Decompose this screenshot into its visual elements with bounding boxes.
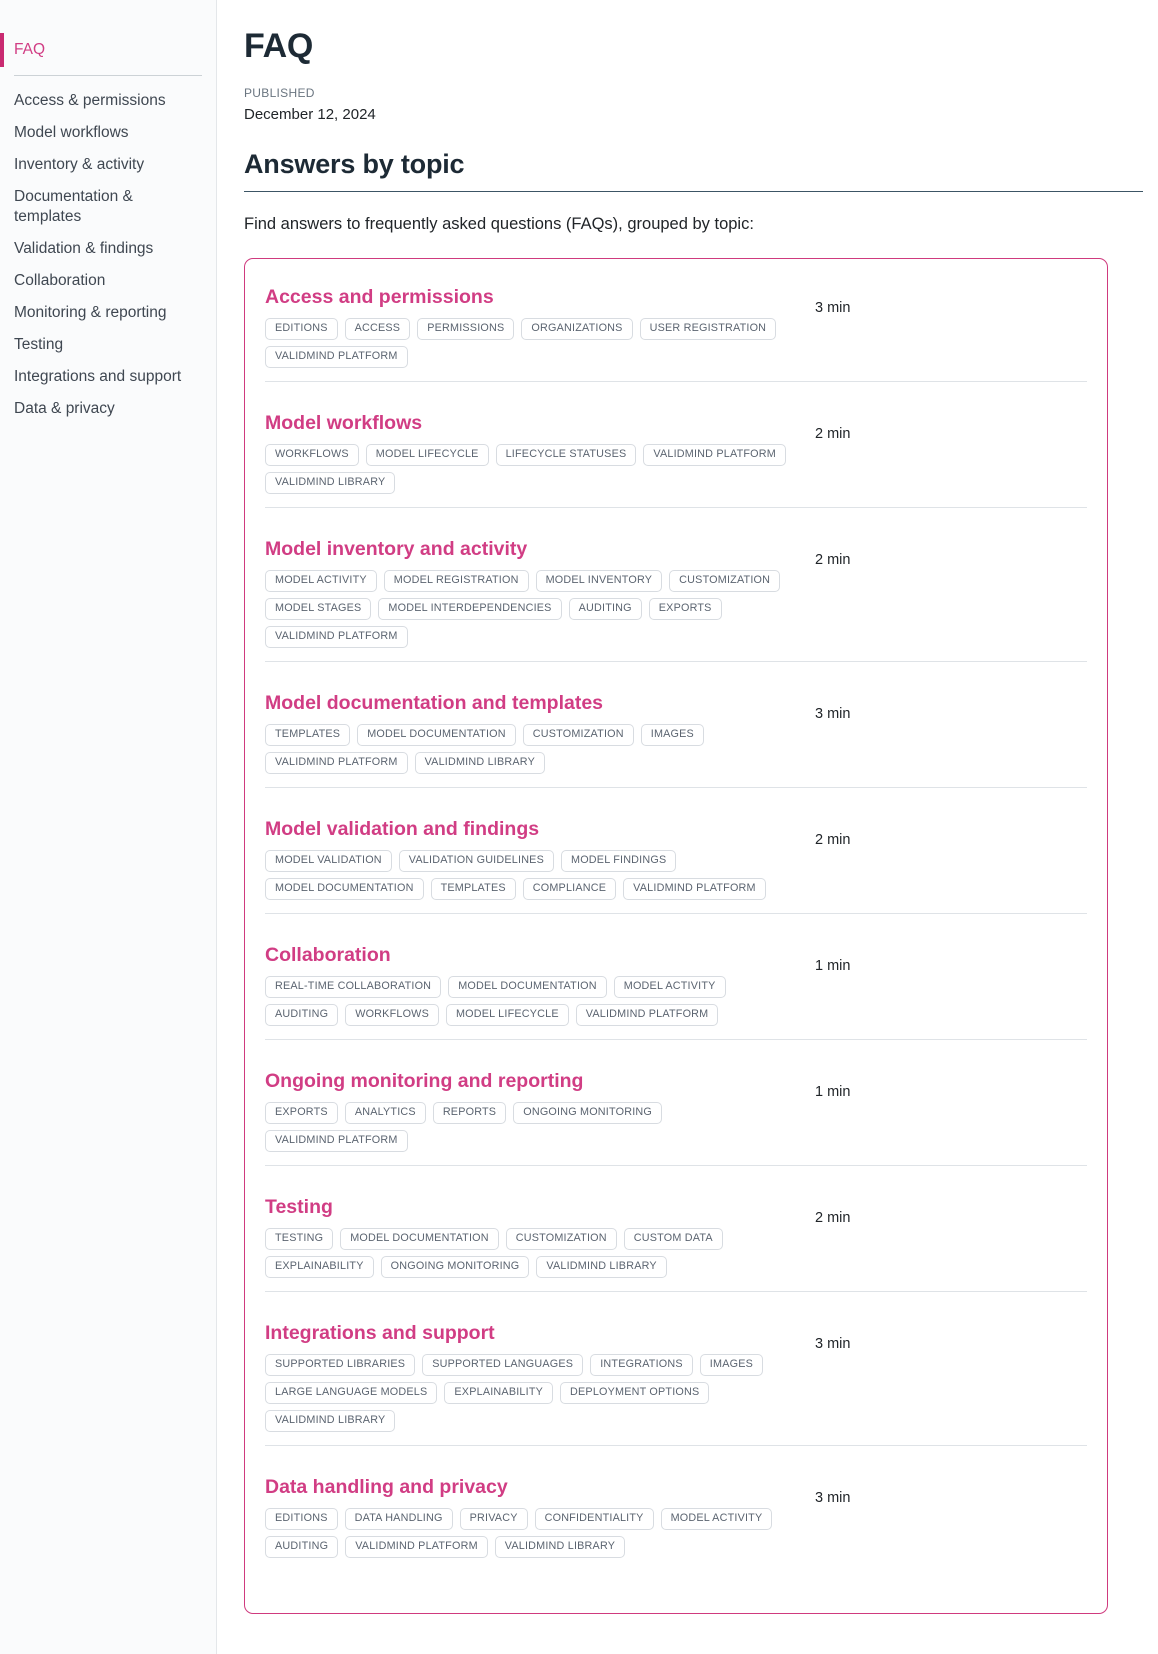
reading-time: 3 min — [815, 1336, 851, 1352]
category-tag-validmind-platform[interactable]: VALIDMIND PLATFORM — [576, 1004, 719, 1026]
topic-left — [265, 537, 815, 648]
sidebar-item-faq-active[interactable]: FAQ — [0, 33, 216, 67]
sidebar — [0, 0, 217, 1654]
topic-tags — [265, 850, 793, 900]
category-tag-explainability[interactable]: EXPLAINABILITY — [444, 1382, 553, 1404]
category-tag-deployment-options[interactable]: DEPLOYMENT OPTIONS — [560, 1382, 709, 1404]
topic-left — [265, 285, 815, 368]
sidebar-item-collaboration[interactable]: Collaboration — [14, 272, 106, 289]
topic-tags — [265, 318, 793, 368]
category-tag-explainability[interactable]: EXPLAINABILITY — [265, 1256, 374, 1278]
category-tag-testing[interactable]: TESTING — [265, 1228, 333, 1250]
main-content — [217, 0, 1144, 1654]
category-tag-validmind-platform[interactable]: VALIDMIND PLATFORM — [345, 1536, 488, 1558]
topic-item — [265, 285, 1087, 368]
topic-item — [265, 817, 1087, 900]
sidebar-divider — [14, 75, 202, 76]
reading-time: 1 min — [815, 958, 851, 974]
topic-divider — [265, 1165, 1087, 1166]
topic-tags — [265, 444, 793, 494]
sidebar-nav — [0, 85, 216, 425]
category-tag-lifecycle-statuses[interactable]: LIFECYCLE STATUSES — [496, 444, 637, 466]
article — [244, 28, 1143, 1614]
reading-time: 3 min — [815, 300, 851, 316]
category-tag-customization[interactable]: CUSTOMIZATION — [523, 724, 634, 746]
published-label: PUBLISHED — [244, 86, 315, 100]
category-tag-supported-libraries[interactable]: SUPPORTED LIBRARIES — [265, 1354, 415, 1376]
category-tag-real-time-collaboration[interactable]: REAL-TIME COLLABORATION — [265, 976, 441, 998]
sidebar-item-testing[interactable]: Testing — [14, 336, 64, 353]
topic-title-data-handling-and-privacy[interactable]: Data handling and privacy — [265, 1476, 508, 1498]
sidebar-item-inventory-activity[interactable]: Inventory & activity — [14, 156, 145, 173]
topic-divider — [265, 507, 1087, 508]
topic-title-integrations-and-support[interactable]: Integrations and support — [265, 1322, 495, 1344]
topic-left — [265, 1195, 815, 1278]
topic-divider — [265, 787, 1087, 788]
category-tag-model-interdependencies[interactable]: MODEL INTERDEPENDENCIES — [378, 598, 561, 620]
category-tag-model-activity[interactable]: MODEL ACTIVITY — [614, 976, 726, 998]
topic-item — [265, 943, 1087, 1026]
sidebar-item-integrations-and-support[interactable]: Integrations and support — [14, 368, 182, 385]
category-tag-privacy[interactable]: PRIVACY — [460, 1508, 528, 1530]
category-tag-ongoing-monitoring[interactable]: ONGOING MONITORING — [381, 1256, 530, 1278]
category-tag-validmind-library[interactable]: VALIDMIND LIBRARY — [265, 472, 395, 494]
intro-text: Find answers to frequently asked questions (FAQs), grouped by topic: — [244, 215, 754, 233]
sidebar-item-documentation-templates[interactable]: Documentation & templates — [14, 188, 133, 225]
topic-left — [265, 943, 815, 1026]
category-tag-model-activity[interactable]: MODEL ACTIVITY — [661, 1508, 773, 1530]
category-tag-validmind-library[interactable]: VALIDMIND LIBRARY — [265, 1410, 395, 1432]
category-tag-images[interactable]: IMAGES — [641, 724, 704, 746]
category-tag-validmind-platform[interactable]: VALIDMIND PLATFORM — [643, 444, 786, 466]
category-tag-validmind-platform[interactable]: VALIDMIND PLATFORM — [265, 752, 408, 774]
topic-title-testing[interactable]: Testing — [265, 1196, 333, 1218]
topic-left — [265, 1069, 815, 1152]
topic-divider — [265, 913, 1087, 914]
category-tag-custom-data[interactable]: CUSTOM DATA — [624, 1228, 723, 1250]
category-tag-organizations[interactable]: ORGANIZATIONS — [521, 318, 632, 340]
category-tag-model-inventory[interactable]: MODEL INVENTORY — [536, 570, 663, 592]
category-tag-validmind-library[interactable]: VALIDMIND LIBRARY — [415, 752, 545, 774]
category-tag-user-registration[interactable]: USER REGISTRATION — [640, 318, 777, 340]
sidebar-item-access-permissions[interactable]: Access & permissions — [14, 92, 166, 109]
topic-divider — [265, 1039, 1087, 1040]
topic-title-model-documentation-and-templates[interactable]: Model documentation and templates — [265, 692, 604, 714]
topic-item — [265, 691, 1087, 774]
category-tag-supported-languages[interactable]: SUPPORTED LANGUAGES — [422, 1354, 583, 1376]
category-tag-validmind-platform[interactable]: VALIDMIND PLATFORM — [265, 626, 408, 648]
category-tag-customization[interactable]: CUSTOMIZATION — [669, 570, 780, 592]
sidebar-item-data-privacy[interactable]: Data & privacy — [14, 400, 115, 417]
category-tag-auditing[interactable]: AUDITING — [265, 1536, 338, 1558]
category-tag-ongoing-monitoring[interactable]: ONGOING MONITORING — [513, 1102, 662, 1124]
topic-title-ongoing-monitoring-and-reporting[interactable]: Ongoing monitoring and reporting — [265, 1070, 584, 1092]
topic-item — [265, 1321, 1087, 1432]
category-tag-reports[interactable]: REPORTS — [433, 1102, 506, 1124]
category-tag-access[interactable]: ACCESS — [345, 318, 411, 340]
sidebar-item-model-workflows[interactable]: Model workflows — [14, 124, 129, 141]
category-tag-validmind-platform[interactable]: VALIDMIND PLATFORM — [265, 1130, 408, 1152]
category-tag-model-documentation[interactable]: MODEL DOCUMENTATION — [448, 976, 607, 998]
topic-item — [265, 1475, 1087, 1558]
category-tag-analytics[interactable]: ANALYTICS — [345, 1102, 426, 1124]
category-tag-exports[interactable]: EXPORTS — [649, 598, 722, 620]
topic-title-collaboration[interactable]: Collaboration — [265, 944, 391, 966]
reading-time: 3 min — [815, 1490, 851, 1506]
topic-divider — [265, 661, 1087, 662]
topic-left — [265, 411, 815, 494]
category-tag-model-documentation[interactable]: MODEL DOCUMENTATION — [340, 1228, 499, 1250]
topic-left — [265, 691, 815, 774]
topic-tags — [265, 1228, 793, 1278]
topic-item — [265, 537, 1087, 648]
topic-title-access-and-permissions[interactable]: Access and permissions — [265, 286, 494, 308]
category-tag-auditing[interactable]: AUDITING — [569, 598, 642, 620]
category-tag-validmind-platform[interactable]: VALIDMIND PLATFORM — [265, 346, 408, 368]
reading-time: 2 min — [815, 1210, 851, 1226]
category-tag-validmind-library[interactable]: VALIDMIND LIBRARY — [536, 1256, 666, 1278]
topic-tags — [265, 1354, 793, 1432]
category-tag-model-stages[interactable]: MODEL STAGES — [265, 598, 371, 620]
reading-time: 2 min — [815, 832, 851, 848]
category-tag-editions[interactable]: EDITIONS — [265, 318, 338, 340]
reading-time: 2 min — [815, 552, 851, 568]
topic-tags — [265, 1102, 793, 1152]
category-tag-editions[interactable]: EDITIONS — [265, 1508, 338, 1530]
reading-time: 2 min — [815, 426, 851, 442]
reading-time: 3 min — [815, 706, 851, 722]
topic-title-model-workflows[interactable]: Model workflows — [265, 412, 423, 434]
category-tag-workflows[interactable]: WORKFLOWS — [345, 1004, 439, 1026]
topic-left — [265, 817, 815, 900]
category-tag-model-lifecycle[interactable]: MODEL LIFECYCLE — [446, 1004, 569, 1026]
topic-title-model-inventory-and-activity[interactable]: Model inventory and activity — [265, 538, 528, 560]
topics-list — [265, 285, 1087, 1558]
topic-tags — [265, 1508, 793, 1558]
category-tag-model-findings[interactable]: MODEL FINDINGS — [561, 850, 676, 872]
category-tag-auditing[interactable]: AUDITING — [265, 1004, 338, 1026]
category-tag-integrations[interactable]: INTEGRATIONS — [590, 1354, 693, 1376]
category-tag-model-lifecycle[interactable]: MODEL LIFECYCLE — [366, 444, 489, 466]
category-tag-data-handling[interactable]: DATA HANDLING — [345, 1508, 453, 1530]
category-tag-model-documentation[interactable]: MODEL DOCUMENTATION — [265, 878, 424, 900]
topic-left — [265, 1321, 815, 1432]
category-tag-validation-guidelines[interactable]: VALIDATION GUIDELINES — [399, 850, 554, 872]
category-tag-images[interactable]: IMAGES — [700, 1354, 763, 1376]
category-tag-compliance[interactable]: COMPLIANCE — [523, 878, 616, 900]
topic-tags — [265, 724, 793, 774]
category-tag-model-activity[interactable]: MODEL ACTIVITY — [265, 570, 377, 592]
category-tag-model-validation[interactable]: MODEL VALIDATION — [265, 850, 392, 872]
sidebar-item-monitoring-reporting[interactable]: Monitoring & reporting — [14, 304, 167, 321]
topic-tags — [265, 570, 793, 648]
category-tag-exports[interactable]: EXPORTS — [265, 1102, 338, 1124]
category-tag-templates[interactable]: TEMPLATES — [265, 724, 350, 746]
page-title: FAQ — [244, 27, 313, 65]
topic-tags — [265, 976, 793, 1026]
topic-item — [265, 1069, 1087, 1152]
category-tag-confidentiality[interactable]: CONFIDENTIALITY — [535, 1508, 654, 1530]
topic-divider — [265, 1445, 1087, 1446]
category-tag-model-registration[interactable]: MODEL REGISTRATION — [384, 570, 529, 592]
sidebar-item-validation-findings[interactable]: Validation & findings — [14, 240, 154, 257]
category-tag-customization[interactable]: CUSTOMIZATION — [506, 1228, 617, 1250]
category-tag-templates[interactable]: TEMPLATES — [431, 878, 516, 900]
answers-by-topic-heading: Answers by topic — [244, 149, 1143, 192]
topic-divider — [265, 1291, 1087, 1292]
category-tag-model-documentation[interactable]: MODEL DOCUMENTATION — [357, 724, 516, 746]
category-tag-validmind-platform[interactable]: VALIDMIND PLATFORM — [623, 878, 766, 900]
category-tag-large-language-models[interactable]: LARGE LANGUAGE MODELS — [265, 1382, 437, 1404]
published-date: December 12, 2024 — [244, 106, 376, 123]
topic-item — [265, 411, 1087, 494]
category-tag-permissions[interactable]: PERMISSIONS — [417, 318, 514, 340]
topics-card — [244, 258, 1108, 1614]
category-tag-workflows[interactable]: WORKFLOWS — [265, 444, 359, 466]
topic-left — [265, 1475, 815, 1558]
topic-title-model-validation-and-findings[interactable]: Model validation and findings — [265, 818, 540, 840]
category-tag-validmind-library[interactable]: VALIDMIND LIBRARY — [495, 1536, 625, 1558]
reading-time: 1 min — [815, 1084, 851, 1100]
topic-divider — [265, 381, 1087, 382]
topic-item — [265, 1195, 1087, 1278]
